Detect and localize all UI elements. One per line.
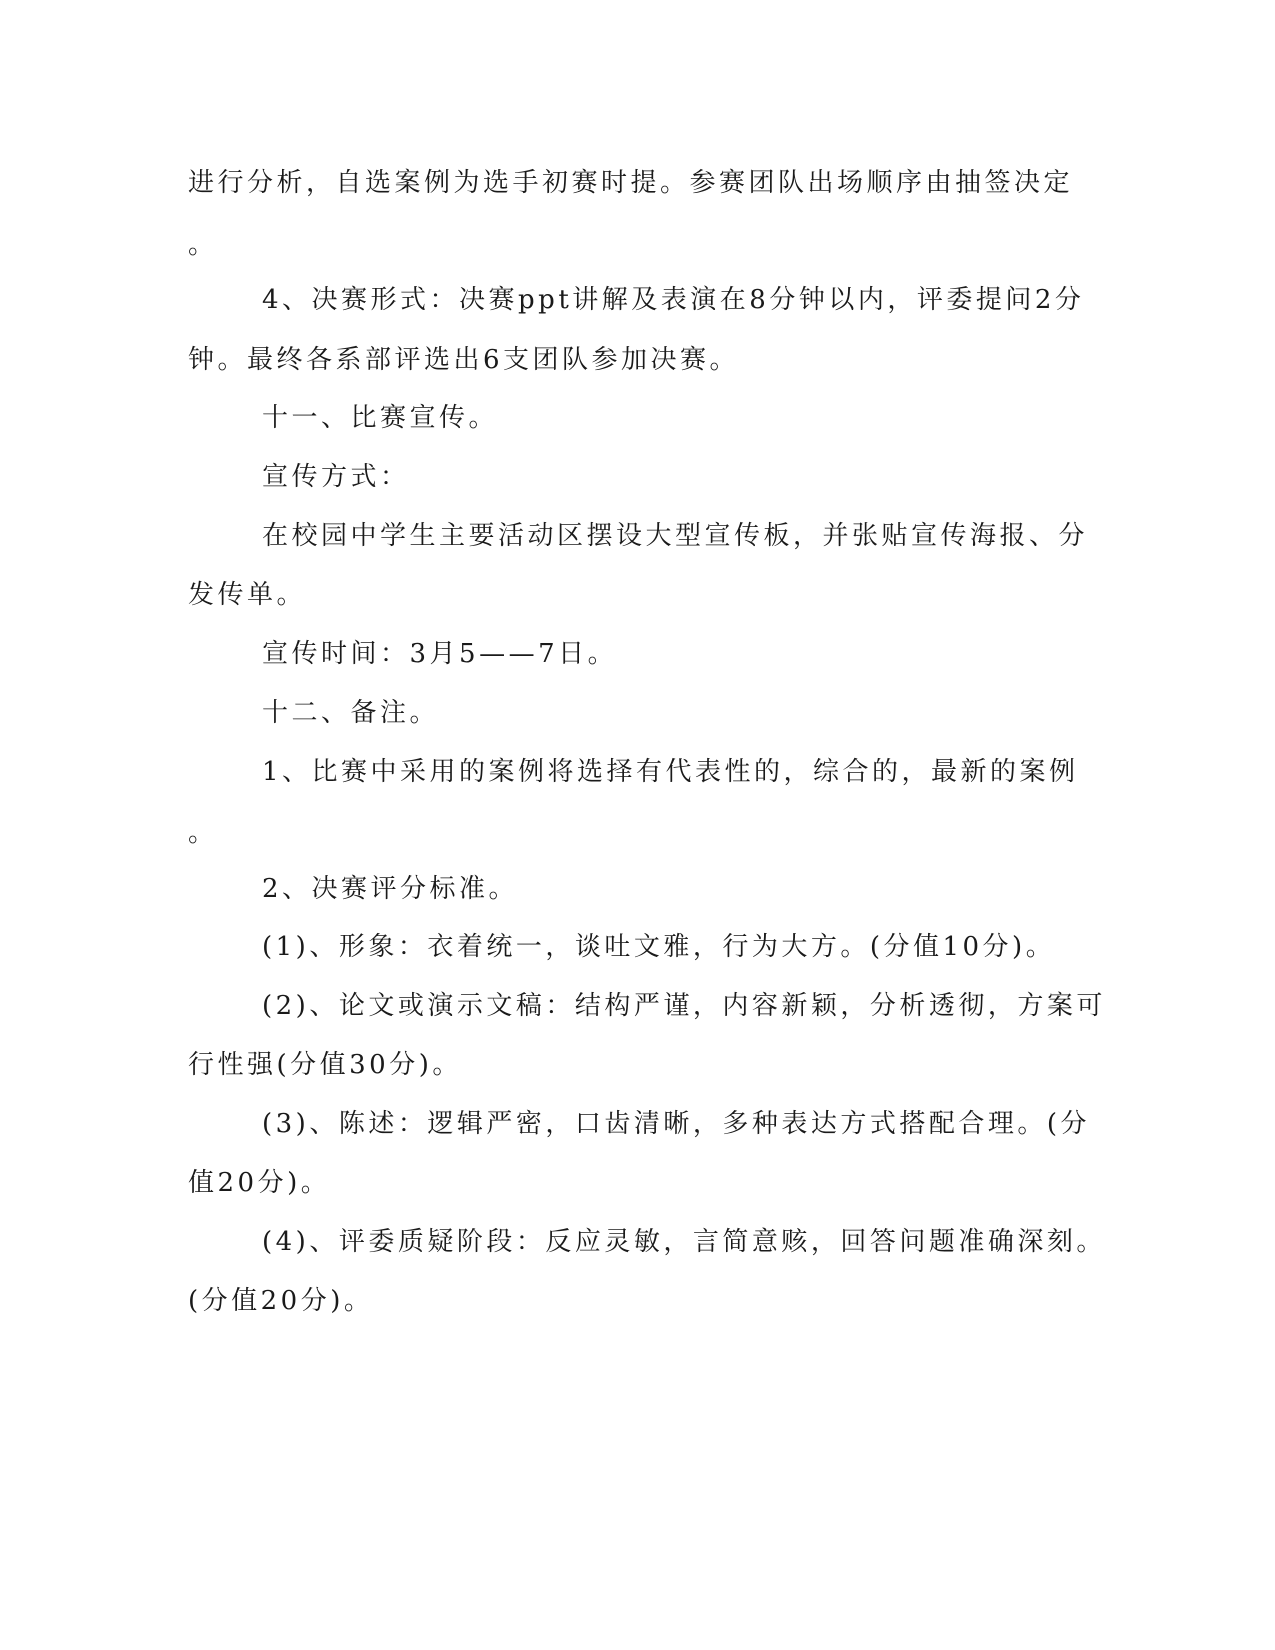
text-line: 1、比赛中采用的案例将选择有代表性的，综合的，最新的案例 [262, 757, 1079, 787]
section-heading: 十二、备注。 [262, 698, 440, 728]
text-line: 宣传方式： [262, 462, 410, 492]
text-line: 钟。最终各系部评选出6支团队参加决赛。 [188, 345, 740, 375]
text-line: (分值20分)。 [188, 1286, 374, 1316]
text-line: (3)、陈述：逻辑严密，口齿清晰，多种表达方式搭配合理。(分 [262, 1109, 1090, 1139]
text-line: 2、决赛评分标准。 [262, 874, 519, 904]
text-line: (1)、形象：衣着统一，谈吐文雅，行为大方。(分值10分)。 [262, 932, 1056, 962]
text-line: (4)、评委质疑阶段：反应灵敏，言简意赅，回答问题准确深刻。 [262, 1227, 1106, 1257]
text-line: 。 [188, 818, 218, 848]
text-line: 行性强(分值30分)。 [188, 1050, 462, 1080]
text-line: 在校园中学生主要活动区摆设大型宣传板，并张贴宣传海报、分 [262, 521, 1089, 551]
section-heading: 十一、比赛宣传。 [262, 403, 499, 433]
text-line: 进行分析，自选案例为选手初赛时提。参赛团队出场顺序由抽签决定 [188, 168, 1074, 198]
text-line: (2)、论文或演示文稿：结构严谨，内容新颖，分析透彻，方案可 [262, 991, 1106, 1021]
text-line: 。 [188, 230, 218, 260]
text-line: 值20分)。 [188, 1168, 331, 1198]
text-line: 4、决赛形式：决赛ppt讲解及表演在8分钟以内，评委提问2分 [262, 285, 1085, 315]
text-line: 发传单。 [188, 580, 307, 610]
text-line: 宣传时间：3月5——7日。 [262, 639, 618, 669]
